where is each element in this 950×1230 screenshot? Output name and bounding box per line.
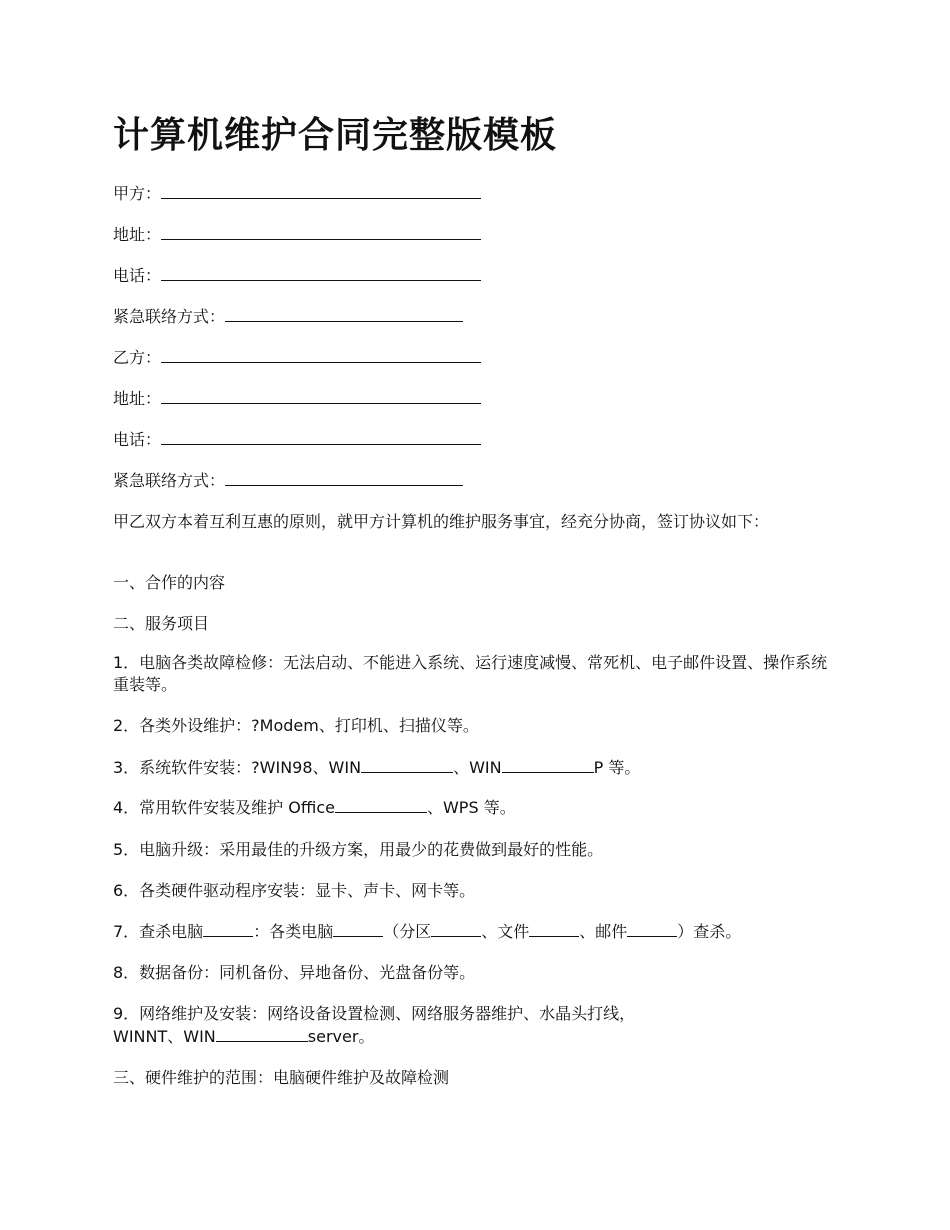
party-b-phone-blank (161, 429, 481, 445)
party-b-address-field (113, 388, 481, 410)
party-a-phone-blank (161, 265, 481, 281)
service-item-7-text-c: （分区 (383, 922, 432, 941)
service-item-3-text-a: 3．系统软件安装：?WIN98、WIN (113, 758, 362, 777)
service-item-3-blank-2 (502, 757, 594, 773)
party-a-name-label: 甲方： (113, 184, 162, 203)
party-a-emergency-blank (225, 306, 463, 322)
document-title: 计算机维护合同完整版模板 (113, 115, 558, 156)
service-item-2: 2．各类外设维护：?Modem、打印机、扫描仪等。 (113, 716, 479, 735)
service-item-4-text-b: 、WPS 等。 (426, 798, 516, 817)
party-b-name-blank (161, 347, 481, 363)
party-b-phone-field (113, 429, 481, 451)
service-item-9-text-a: WINNT、WIN (113, 1027, 216, 1046)
service-item-5: 5．电脑升级：采用最佳的升级方案，用最少的花费做到最好的性能。 (113, 840, 604, 859)
party-a-name-field (113, 183, 481, 205)
service-item-7-text-e: 、邮件 (579, 922, 628, 941)
party-a-phone-field (113, 265, 481, 287)
party-a-name-blank (161, 183, 481, 199)
service-item-9-line-1: 9．网络维护及安装：网络设备设置检测、网络服务器维护、水晶头打线， (113, 1004, 636, 1023)
service-item-3-text-c: P 等。 (593, 758, 641, 777)
service-item-9-text-b: server。 (307, 1027, 375, 1046)
section-2-heading: 二、服务项目 (113, 614, 210, 633)
service-item-7-blank-4 (529, 921, 579, 937)
service-item-7-text-d: 、文件 (481, 922, 530, 941)
service-item-4-text-a: 4．常用软件安装及维护 Office (113, 798, 335, 817)
service-item-3-blank-1 (361, 757, 453, 773)
service-item-4-blank (335, 797, 427, 813)
party-b-phone-label: 电话： (113, 430, 162, 449)
service-item-7-text-f: ）查杀。 (677, 922, 742, 941)
party-b-emergency-field (113, 470, 463, 492)
section-3-heading: 三、硬件维护的范围：电脑硬件维护及故障检测 (113, 1068, 450, 1087)
service-item-7-text-a: 7．查杀电脑 (113, 922, 204, 941)
party-a-address-label: 地址： (113, 225, 162, 244)
service-item-7-blank-5 (627, 921, 677, 937)
party-b-emergency-blank (225, 470, 463, 486)
party-b-name-field (113, 347, 481, 369)
intro-paragraph: 甲乙双方本着互利互惠的原则，就甲方计算机的维护服务事宜，经充分协商，签订协议如下： (113, 512, 770, 531)
service-item-7 (113, 921, 741, 943)
party-b-name-label: 乙方： (113, 348, 162, 367)
section-1-heading: 一、合作的内容 (113, 573, 226, 592)
service-item-7-text-b: ：各类电脑 (253, 922, 334, 941)
service-item-9-line-2 (113, 1026, 374, 1048)
party-a-address-field (113, 224, 481, 246)
service-item-4 (113, 797, 516, 819)
service-item-9-blank (216, 1026, 308, 1042)
party-b-emergency-label: 紧急联络方式： (113, 471, 226, 490)
service-item-6: 6．各类硬件驱动程序安装：显卡、声卡、网卡等。 (113, 881, 476, 900)
party-a-address-blank (161, 224, 481, 240)
party-a-emergency-field (113, 306, 463, 328)
party-a-emergency-label: 紧急联络方式： (113, 307, 226, 326)
service-item-3-text-b: 、WIN (453, 758, 502, 777)
service-item-7-blank-2 (333, 921, 383, 937)
service-item-1: 1．电脑各类故障检修：无法启动、不能进入系统、运行速度减慢、常死机、电子邮件设置、操作系统重装等。 (113, 653, 828, 694)
party-b-address-blank (161, 388, 481, 404)
service-item-7-blank-3 (431, 921, 481, 937)
service-item-8: 8．数据备份：同机备份、异地备份、光盘备份等。 (113, 963, 476, 982)
service-item-3 (113, 757, 640, 779)
service-item-7-blank-1 (203, 921, 253, 937)
party-a-phone-label: 电话： (113, 266, 162, 285)
party-b-address-label: 地址： (113, 389, 162, 408)
